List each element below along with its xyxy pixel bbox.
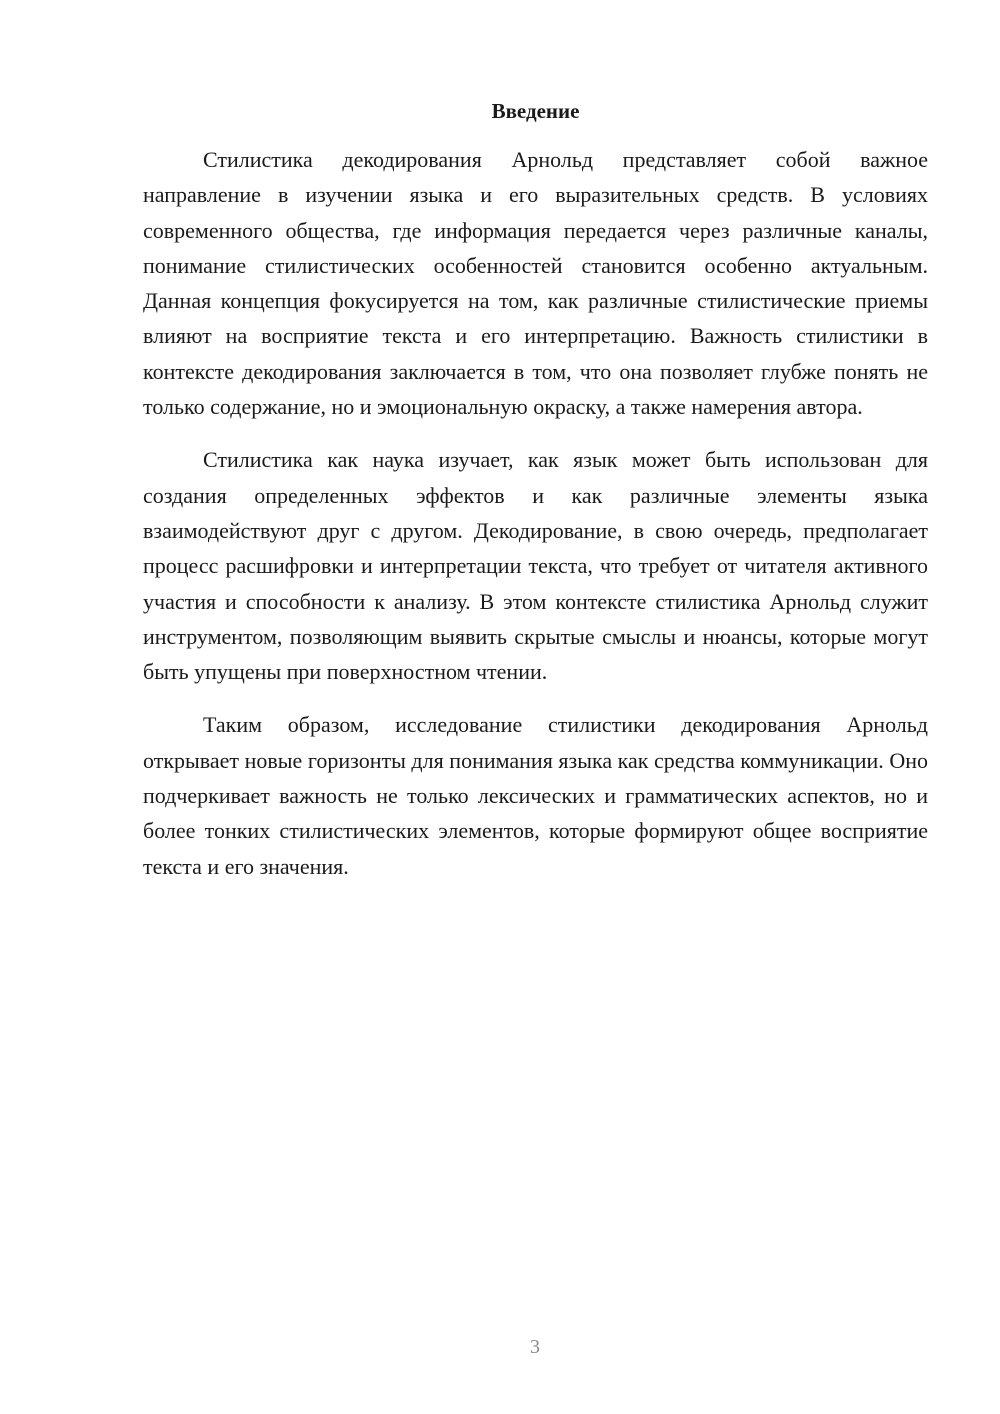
body-text <box>143 142 928 902</box>
paragraph-3: Таким образом, исследование стилистики декодирования Арнольд открывает новые горизонты для понимания языка как средства коммуникации. Оно подчеркивает важность не только лексических и грамматических аспектов, но и более тонких стилистических элементов, которые формируют общее восприятие текста и его значения. <box>143 712 928 879</box>
page-number: 3 <box>530 1336 540 1358</box>
paragraph-2: Стилистика как наука изучает, как язык может быть использован для создания определенных эффектов и как различные элементы языка взаимодействуют друг с другом. Декодирование, в свою очередь, предполагает процесс расшифровки и интерпретации текста, что требует от читателя активного участия и способности к анализу. В этом контексте стилистика Арнольд служит инструментом, позволяющим выявить скрытые смыслы и нюансы, которые могут быть упущены при поверхностном чтении. <box>143 447 928 685</box>
section-heading: Введение <box>491 99 580 123</box>
paragraph-1: Стилистика декодирования Арнольд представляет собой важное направление в изучении языка и его выразительных средств. В условиях современного общества, где информация передается через различные каналы, понимание стилистических особенностей становится особенно актуальным. Данная концепция фокусируется на том, как различные стилистические приемы влияют на восприятие текста и его интерпретацию. Важность стилистики в контексте декодирования заключается в том, что она позволяет глубже понять не только содержание, но и эмоциональную окраску, а также намерения автора. <box>143 147 928 420</box>
